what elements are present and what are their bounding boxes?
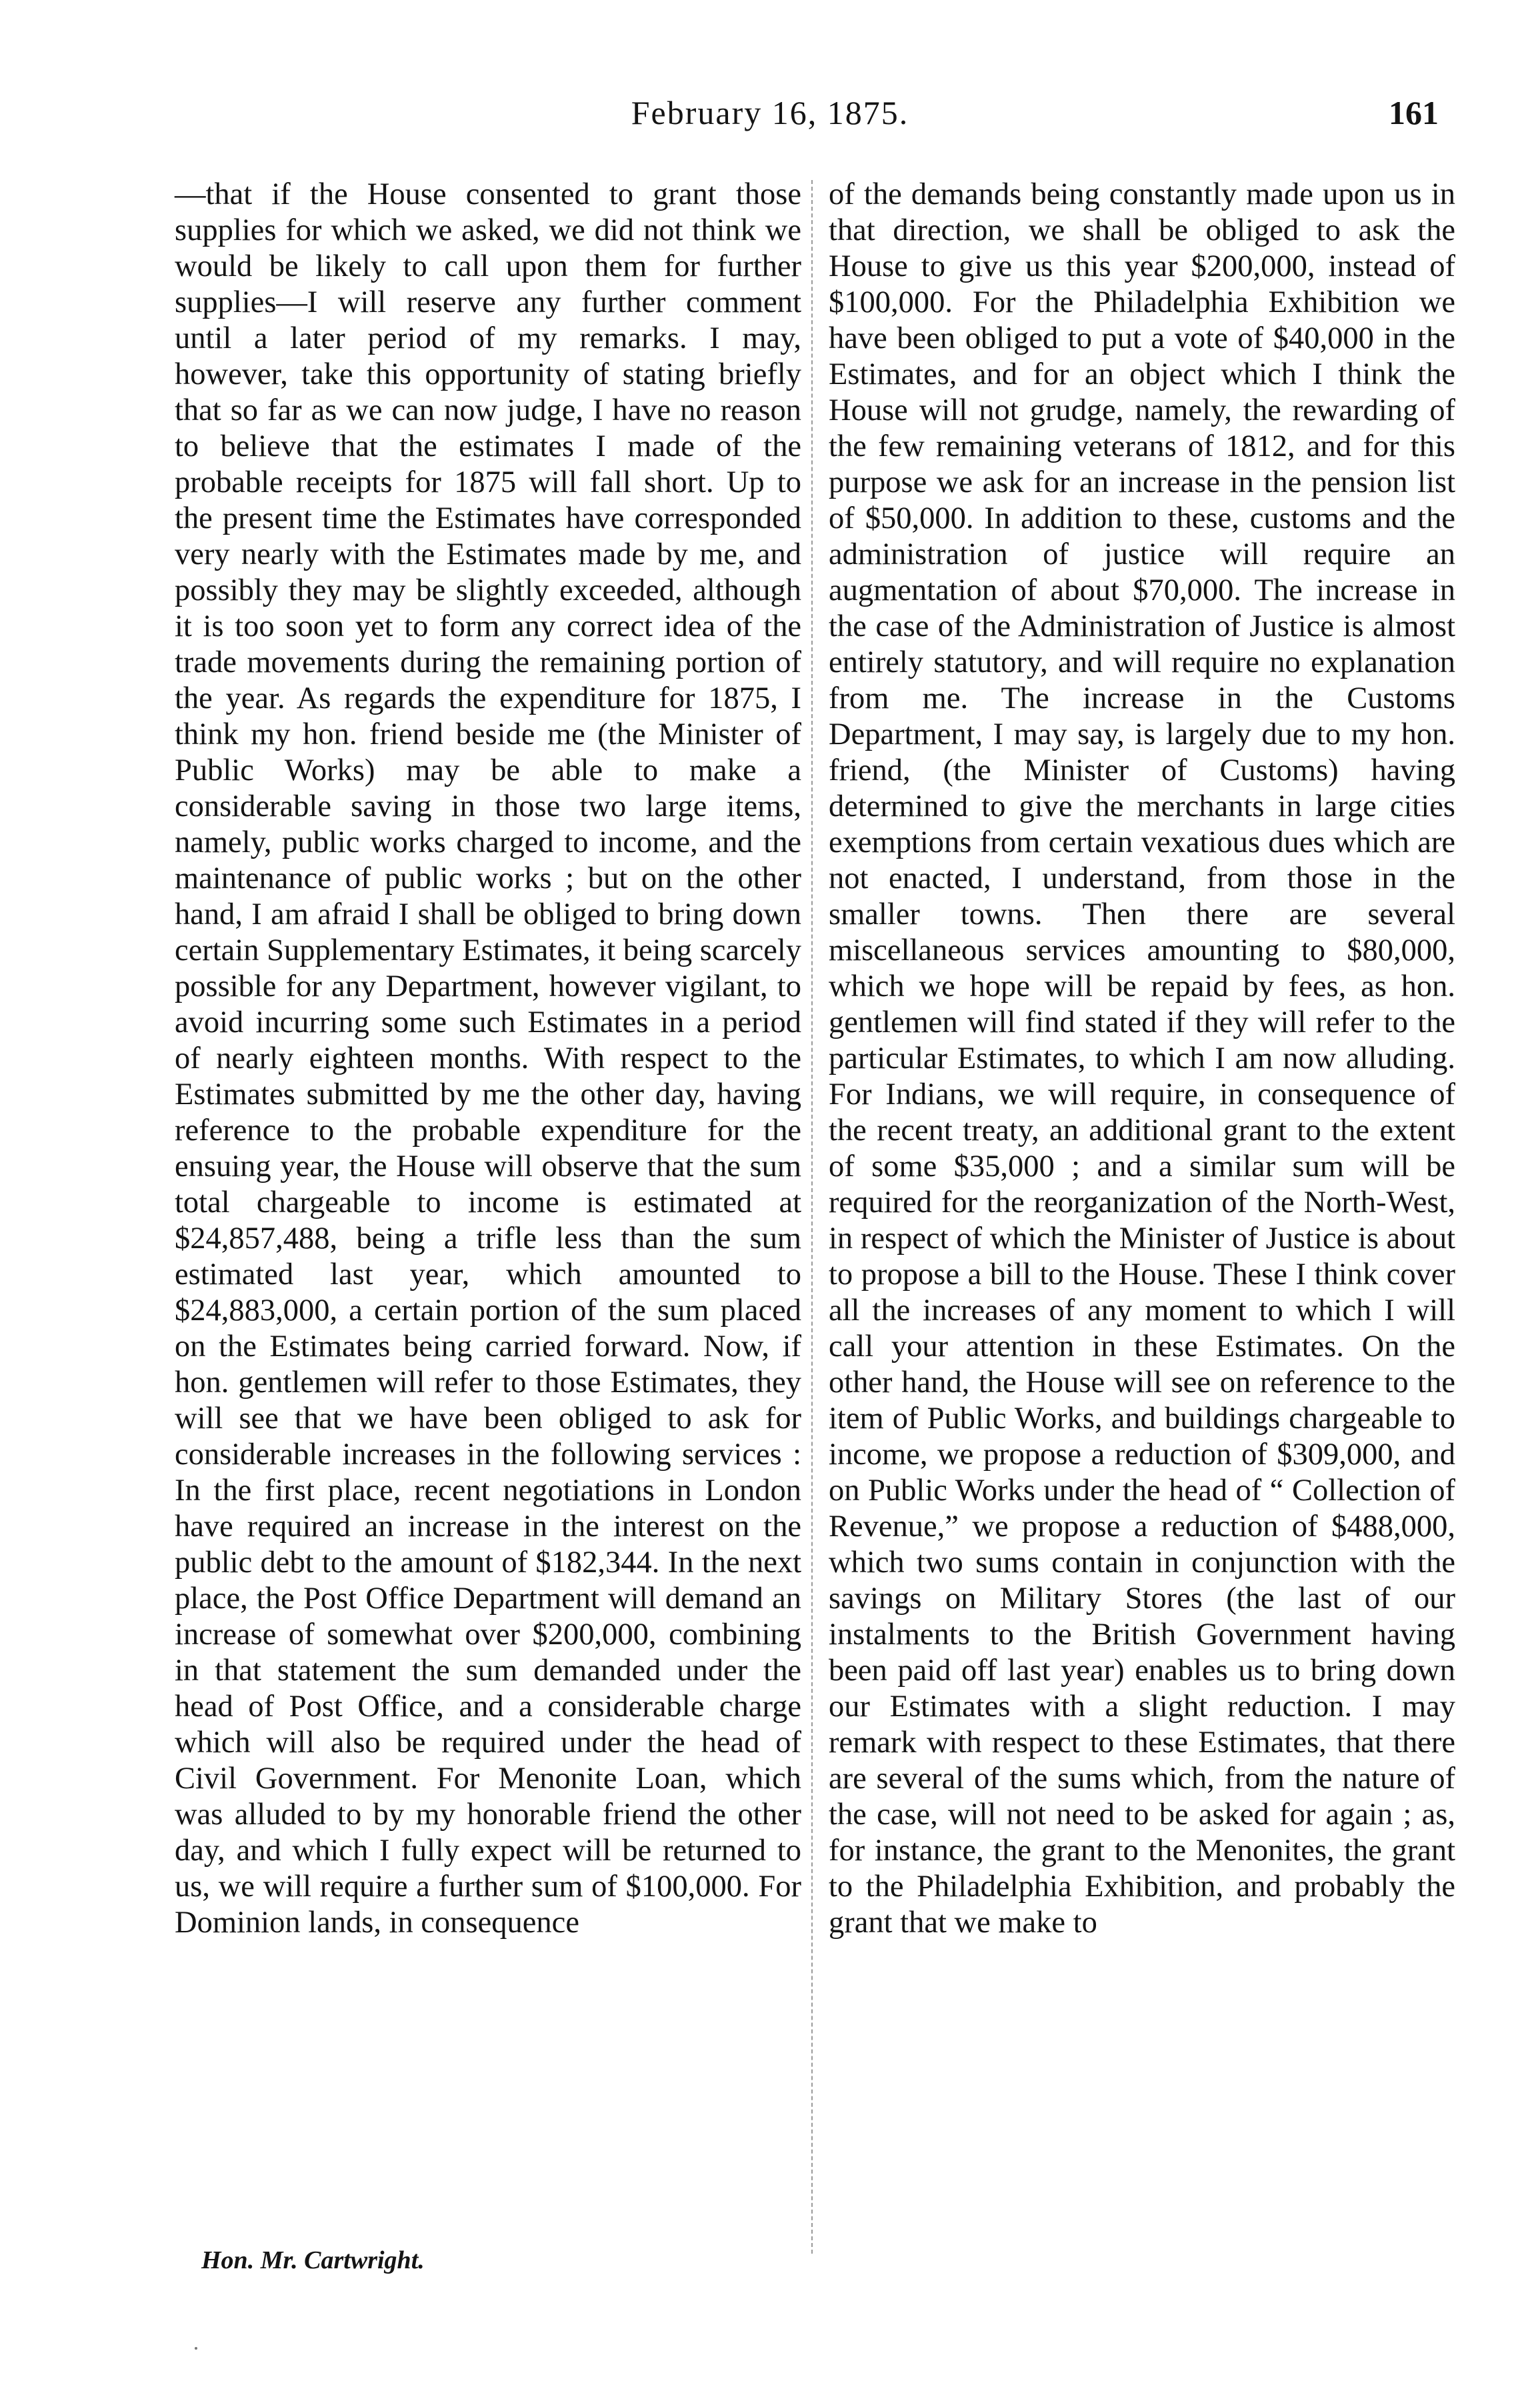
right-column-text: of the demands being constantly made upon us in that direction, we shall be obliged to ask the House to give us this year $200,000, instead of $100,000. For the Philadelphia Exhibition we have been obliged to put a vote of $40,000 in the Estimates, and for an object which I think the House will not grudge, namely, the rewarding of the few remaining veterans of 1812, and for this purpose we ask for an increase in the pension list of $50,000. In addition to these, customs and the administration of justice will require an augmentation of about $70,000. The increase in the case of the Administration of Justice is almost entirely statutory, and will require no explanation from me. The increase in the Customs Department, I may say, is largely due to my hon. friend, (the Minister of Customs) having determined to give the merchants in large cities exemptions from certain vexatious dues which are not enacted, I understand, from those in the smaller towns. Then there are several miscellaneous services amounting to $80,000, which we hope will be repaid by fees, as hon. gentlemen will find stated if they will refer to the particular Estimates, to which I am now alluding. For Indians, we will require, in consequence of the recent treaty, an additional grant to the extent of some $35,000 ; and a similar sum will be required for the reorganization of the North-West, in respect of which the Minister of Justice is about to propose a bill to the House. These I think cover all the increases of any moment to which I will call your attention in these Estimates. On the other hand, the House will see on reference to the item of Public Works, and buildings chargeable to income, we propose a reduction of $309,000, and on Public Works under the head of “ Collection of Revenue,” we propose a reduction of $488,000, which two sums contain in conjunction with the savings on Military Stores (the last of our instalments to the British Government having been paid off last year) enables us to bring down our Estimates with a slight reduction. I may remark with respect to these Estimates, that there are several of the sums which, from the nature of the case, will not need to be asked for again ; as, for instance, the grant to the Menonites, the grant to the Philadelphia Exhibition, and probably the grant that we make to: [829, 177, 1455, 1940]
left-column-text: —that if the House consented to grant those supplies for which we asked, we did not think we would be likely to call upon them for further supplies—I will reserve any further comment until a later period of my remarks. I may, however, take this opportunity of stating briefly that so far as we can now judge, I have no reason to believe that the estimates I made of the probable receipts for 1875 will fall short. Up to the present time the Estimates have corresponded very nearly with the Estimates made by me, and possibly they may be slightly exceeded, although it is too soon yet to form any correct idea of the trade movements during the remaining portion of the year. As regards the expenditure for 1875, I think my hon. friend beside me (the Minister of Public Works) may be able to make a considerable saving in those two large items, namely, public works charged to income, and the maintenance of public works ; but on the other hand, I am afraid I shall be obliged to bring down certain Supplementary Estimates, it being scarcely possible for any Department, however vigilant, to avoid incurring some such Estimates in a period of nearly eighteen months. With respect to the Estimates submitted by me the other day, having reference to the probable expenditure for the ensuing year, the House will observe that the sum total chargeable to income is estimated at $24,857,488, being a trifle less than the sum estimated last year, which amounted to $24,883,000, a certain portion of the sum placed on the Estimates being carried forward. Now, if hon. gentlemen will refer to those Estimates, they will see that we have been obliged to ask for considerable increases in the following services : In the first place, recent negotiations in London have required an increase in the interest on the public debt to the amount of $182,344. In the next place, the Post Office Department will demand an increase of somewhat over $200,000, combining in that statement the sum demanded under the head of Post Office, and a considerable charge which will also be required under the head of Civil Government. For Menonite Loan, which was alluded to by my honorable friend the other day, and which I fully expect will be returned to us, we will require a further sum of $100,000. For Dominion lands, in consequence: [175, 177, 802, 1940]
column-divider: [811, 180, 813, 2254]
right-column: [829, 177, 1455, 1941]
ink-speck: [195, 2347, 197, 2350]
page-number: 161: [1389, 94, 1439, 131]
page-date: February 16, 1875.: [631, 94, 909, 131]
speaker-footer: Hon. Mr. Cartwright.: [201, 2246, 425, 2274]
left-column: [175, 177, 801, 1941]
page-header: [0, 93, 1540, 140]
